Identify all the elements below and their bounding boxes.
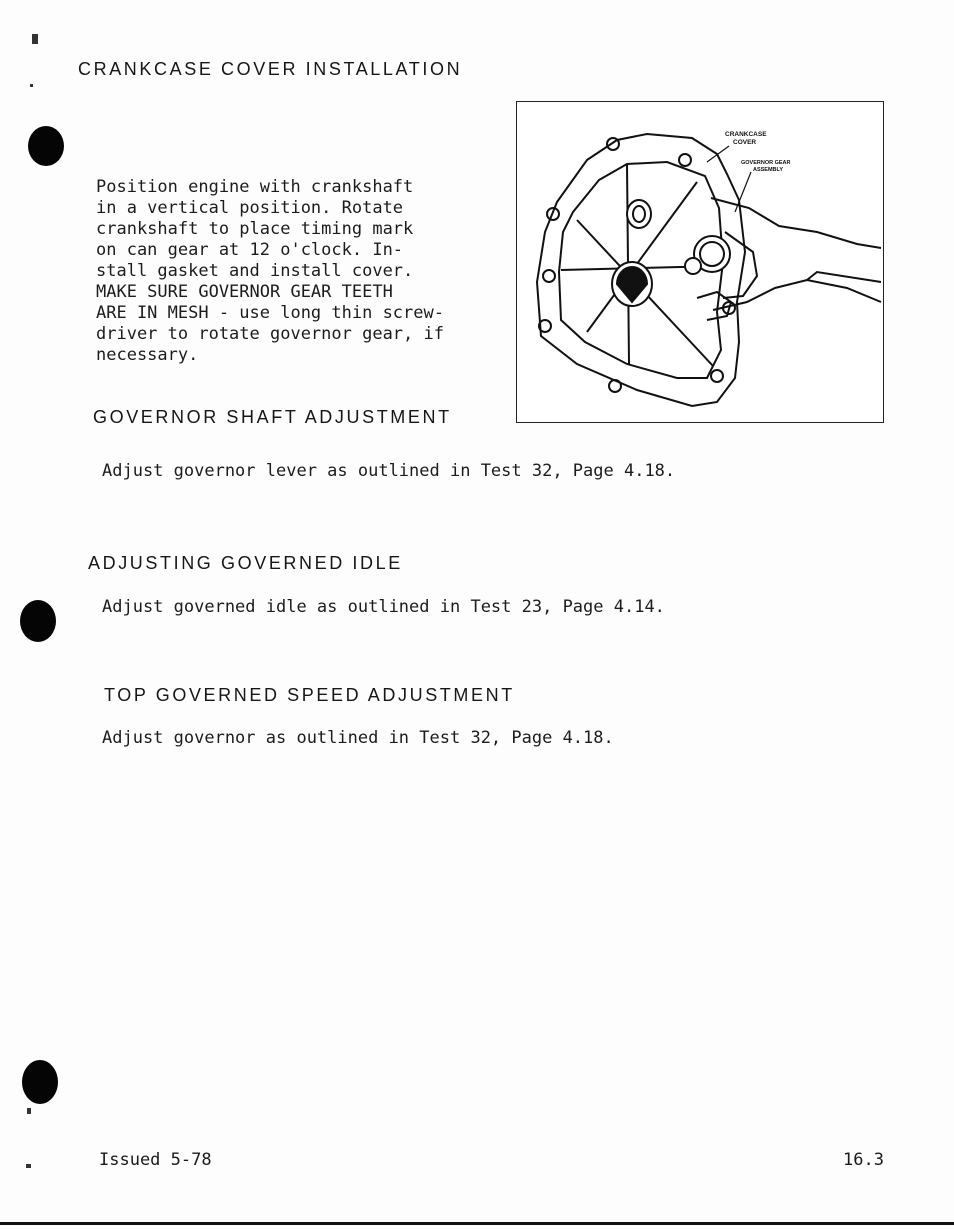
instruction-line: ARE IN MESH - use long thin screw- bbox=[96, 303, 444, 323]
section-heading-top-governed-speed: TOP GOVERNED SPEED ADJUSTMENT bbox=[104, 685, 515, 705]
instruction-line: on can gear at 12 o'clock. In- bbox=[96, 240, 404, 260]
governed-idle-text: Adjust governed idle as outlined in Test 23, Page 4.14. bbox=[102, 597, 665, 617]
instruction-line: driver to rotate governor gear, if bbox=[96, 324, 444, 344]
punch-hole-middle bbox=[20, 600, 56, 642]
governor-shaft-text: Adjust governor lever as outlined in Test 32, Page 4.18. bbox=[102, 461, 676, 481]
crankcase-instructions bbox=[96, 177, 444, 366]
section-heading-crankcase-cover: CRANKCASE COVER INSTALLATION bbox=[78, 59, 463, 79]
instruction-line: stall gasket and install cover. bbox=[96, 261, 414, 281]
crankcase-cover-drawing bbox=[517, 102, 883, 422]
instruction-line: Position engine with crankshaft bbox=[96, 177, 414, 197]
crankcase-cover-illustration bbox=[516, 101, 884, 423]
issue-date: Issued 5-78 bbox=[99, 1150, 212, 1170]
punch-hole-bottom bbox=[22, 1060, 58, 1104]
scan-speck bbox=[27, 1108, 31, 1114]
callout-governor-gear-assembly: GOVERNOR GEAR ASSEMBLY bbox=[741, 160, 791, 173]
callout-crankcase-cover: CRANKCASE COVER bbox=[725, 131, 767, 146]
page-number: 16.3 bbox=[843, 1150, 884, 1170]
page-bottom-edge bbox=[0, 1222, 954, 1225]
punch-hole-top bbox=[28, 126, 64, 166]
section-heading-governor-shaft: GOVERNOR SHAFT ADJUSTMENT bbox=[93, 407, 452, 427]
instruction-line: in a vertical position. Rotate bbox=[96, 198, 404, 218]
scan-speck bbox=[32, 34, 38, 44]
instruction-line: crankshaft to place timing mark bbox=[96, 219, 414, 239]
instruction-line: necessary. bbox=[96, 345, 199, 365]
scan-speck bbox=[26, 1164, 31, 1168]
scan-speck bbox=[30, 84, 33, 87]
section-heading-governed-idle: ADJUSTING GOVERNED IDLE bbox=[88, 553, 403, 573]
instruction-line: MAKE SURE GOVERNOR GEAR TEETH bbox=[96, 282, 393, 302]
top-governed-speed-text: Adjust governor as outlined in Test 32, Page 4.18. bbox=[102, 728, 614, 748]
